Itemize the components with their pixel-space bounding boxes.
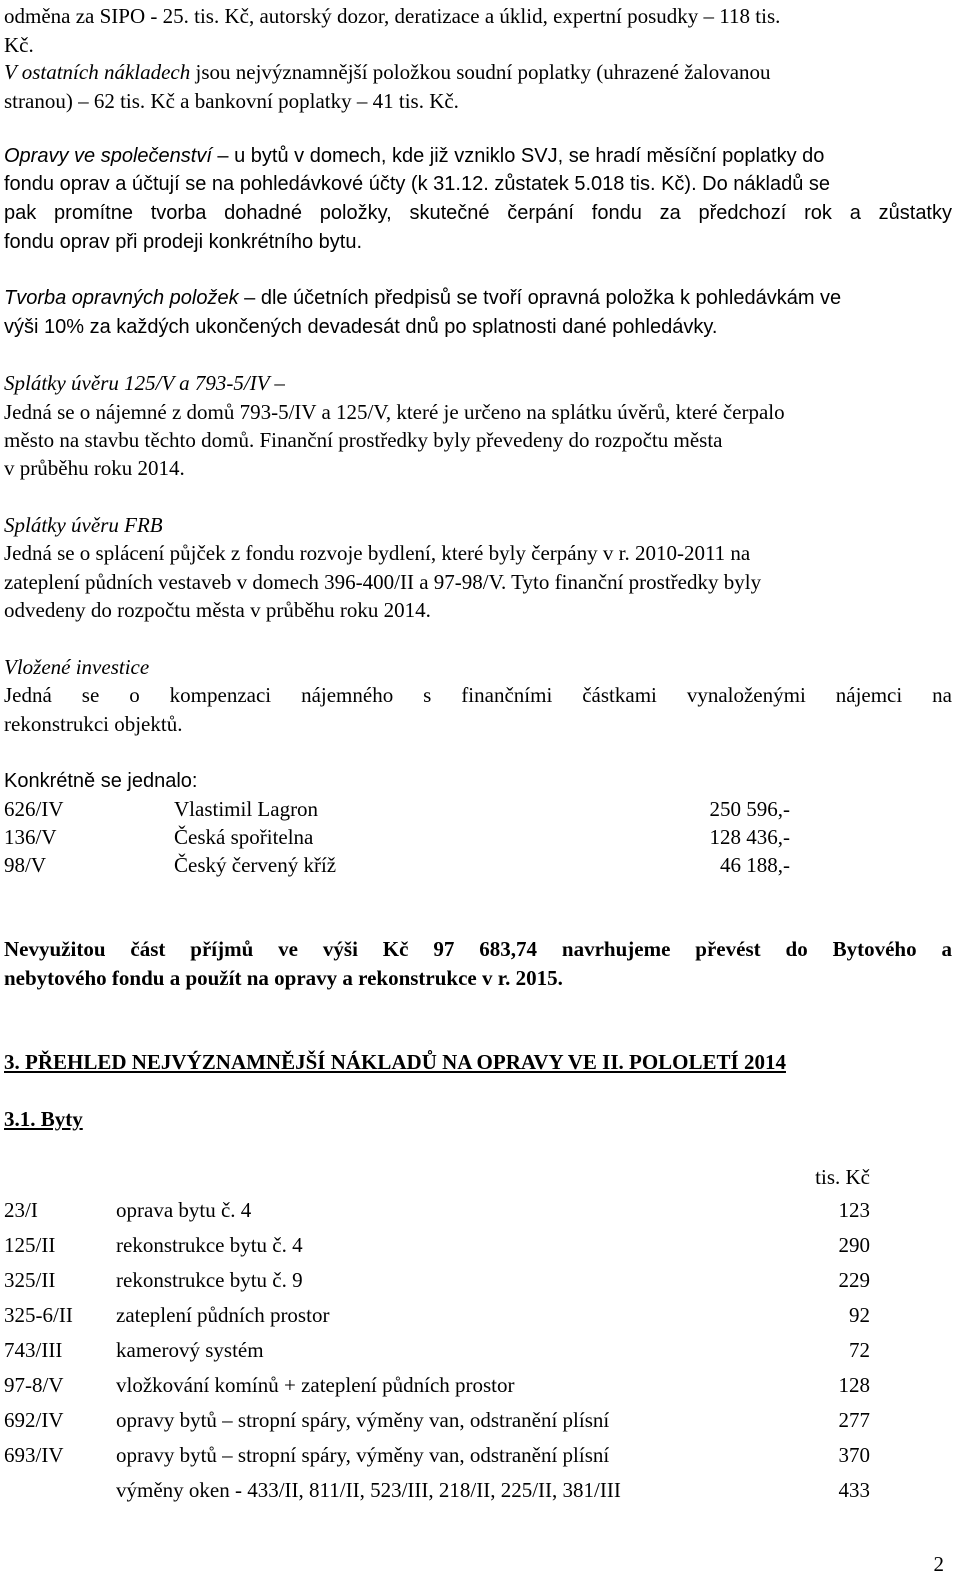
text-span: – dle účetních předpisů se tvoří opravná položka k pohledávkám ve [238,287,842,309]
table-cell-value: 370 [838,1443,870,1467]
italic-term: V ostatních nákladech [4,60,191,84]
table-cell-value: 229 [838,1268,870,1292]
unit-label: tis. Kč [815,1165,870,1189]
table-cell-value: 277 [838,1408,870,1432]
table-cell-code: 325-6/II [4,1303,73,1327]
table-cell-code: 693/IV [4,1443,64,1467]
text-line: Konkrétně se jednalo: [4,770,198,792]
table-cell-desc: rekonstrukce bytu č. 4 [116,1233,303,1257]
italic-heading: Vložené investice [4,655,150,679]
table-cell-value: 123 [838,1198,870,1222]
section-title: 3. PŘEHLED NEJVÝZNAMNĚJŠÍ NÁKLADŮ NA OPRAVY VE II. POLOLETÍ 2014 [4,1050,786,1074]
text-line: v průběhu roku 2014. [4,456,185,480]
text-line [4,144,824,168]
section-subtitle: 3.1. Byty [4,1107,83,1131]
table-cell-code: 325/II [4,1268,56,1292]
table-cell-value: 433 [838,1478,870,1502]
text-line: město na stavbu těchto domů. Finanční prostředky byly převedeny do rozpočtu města [4,428,723,452]
table-cell-code: 136/V [4,825,57,849]
table-cell-name: Vlastimil Lagron [174,797,319,821]
table-cell-desc: výměny oken - 433/II, 811/II, 523/III, 218/II, 225/II, 381/III [116,1478,621,1502]
page-number: 2 [933,1552,944,1576]
table-cell-value: 290 [838,1233,870,1257]
table-cell-code: 626/IV [4,797,64,821]
table-cell-desc: vložkování komínů + zateplení půdních prostor [116,1373,515,1397]
table-cell-value: 72 [849,1338,870,1362]
text-line: Jedná se o splácení půjček z fondu rozvoje bydlení, které byly čerpány v r. 2010-2011 na [4,541,751,565]
italic-heading: Splátky úvěru FRB [4,513,163,537]
text-line: fondu oprav a účtují se na pohledávkové účty (k 31.12. zůstatek 5.018 tis. Kč). Do nákladů se [4,173,831,195]
section-heading [4,655,149,679]
text-line: stranou) – 62 tis. Kč a bankovní poplatky – 41 tis. Kč. [4,89,459,113]
table-cell-desc: kamerový systém [116,1338,264,1362]
table-cell-desc: zateplení půdních prostor [116,1303,330,1327]
table-cell-code: 98/V [4,853,46,877]
text-line: Jedná se o nájemné z domů 793-5/IV a 125/V, které je určeno na splátku úvěrů, které čerpalo [4,400,785,424]
table-cell-code: 23/I [4,1198,38,1222]
text-span: – u bytů v domech, kde již vzniklo SVJ, se hradí měsíční poplatky do [211,145,825,167]
table-cell-value: 128 [838,1373,870,1397]
table-cell-amount: 46 188,- [720,853,790,877]
table-cell-desc: oprava bytu č. 4 [116,1198,252,1222]
table-cell-amount: 128 436,- [709,825,790,849]
italic-term: Opravy ve společenství [4,145,212,167]
table-cell-code: 743/III [4,1338,63,1362]
text-line: odvedeny do rozpočtu města v průběhu roku 2014. [4,598,431,622]
table-cell-code: 692/IV [4,1408,64,1432]
table-cell-desc: opravy bytů – stropní spáry, výměny van, odstranění plísní [116,1408,610,1432]
section-heading [4,371,285,395]
table-cell-code: 97-8/V [4,1373,64,1397]
text-line: Kč. [4,33,34,57]
text-line: výši 10% za každých ukončených devadesát dnů po splatnosti dané pohledávky. [4,316,718,338]
summary-line: nebytového fondu a použít na opravy a rekonstrukce v r. 2015. [4,966,563,990]
table-cell-desc: opravy bytů – stropní spáry, výměny van, odstranění plísní [116,1443,610,1467]
text-line [4,60,771,84]
text-line: fondu oprav při prodeji konkrétního bytu. [4,231,362,253]
table-cell-code: 125/II [4,1233,56,1257]
text-line: Jedná se o kompenzaci nájemného s finančními částkami vynaloženými nájemci na [4,683,952,707]
italic-heading: Splátky úvěru 125/V a 793-5/IV – [4,371,285,395]
section-heading [4,513,163,537]
text-line: odměna za SIPO - 25. tis. Kč, autorský dozor, deratizace a úklid, expertní posudky – 118 tis. [4,4,781,28]
italic-term: Tvorba opravných položek [4,287,239,309]
text-span: jsou nejvýznamnější položkou soudní poplatky (uhrazené žalovanou [190,60,771,84]
text-line: zateplení půdních vestaveb v domech 396-400/II a 97-98/V. Tyto finanční prostředky byly [4,570,762,594]
table-cell-value: 92 [849,1303,870,1327]
table-cell-desc: rekonstrukce bytu č. 9 [116,1268,303,1292]
summary-line: Nevyužitou část příjmů ve výši Kč 97 683,74 navrhujeme převést do Bytového a [4,937,952,961]
table-cell-name: Česká spořitelna [174,825,314,849]
text-line: rekonstrukci objektů. [4,712,183,736]
table-cell-amount: 250 596,- [709,797,790,821]
table-cell-name: Český červený kříž [174,853,337,877]
text-line [4,286,841,310]
text-line: pak promítne tvorba dohadné položky, skutečné čerpání fondu za předchozí rok a zůstatky [4,202,952,224]
